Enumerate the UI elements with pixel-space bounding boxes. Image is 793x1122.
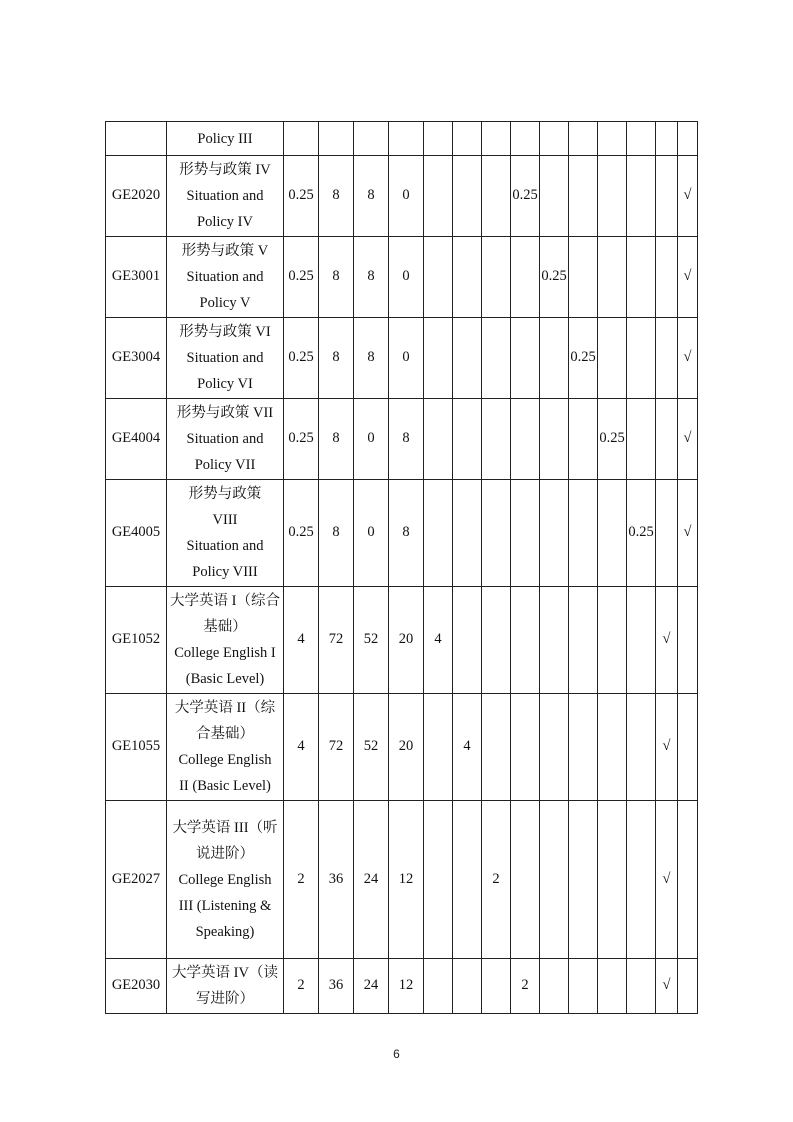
value-cell xyxy=(598,587,627,694)
course-name-line: (Basic Level) xyxy=(185,671,265,687)
value-cell: 0 xyxy=(389,237,424,318)
value-cell: √ xyxy=(678,237,698,318)
course-name-line: 大学英语 I（综合 xyxy=(170,593,280,609)
course-name-line: Policy VII xyxy=(194,457,256,473)
value-cell xyxy=(569,587,598,694)
value-cell xyxy=(627,156,656,237)
course-code-cell: GE2030 xyxy=(106,959,167,1014)
value-cell xyxy=(482,318,511,399)
value-cell xyxy=(678,801,698,959)
course-name-line: Policy III xyxy=(197,130,253,147)
value-cell xyxy=(540,587,569,694)
value-cell xyxy=(627,237,656,318)
table-row xyxy=(106,237,698,318)
value-cell: √ xyxy=(678,399,698,480)
value-cell xyxy=(598,156,627,237)
value-cell: 0.25 xyxy=(511,156,540,237)
value-cell xyxy=(656,399,678,480)
value-cell xyxy=(354,122,389,156)
value-cell xyxy=(656,237,678,318)
value-cell xyxy=(453,122,482,156)
value-cell xyxy=(678,694,698,801)
value-cell: 4 xyxy=(453,694,482,801)
course-name-line: 基础） xyxy=(203,619,247,635)
value-cell xyxy=(598,694,627,801)
value-cell: 2 xyxy=(284,959,319,1014)
value-cell xyxy=(453,801,482,959)
value-cell: 4 xyxy=(284,587,319,694)
value-cell xyxy=(540,156,569,237)
value-cell xyxy=(424,122,453,156)
value-cell: 20 xyxy=(389,587,424,694)
course-name-line: 说进阶） xyxy=(196,845,254,862)
course-name-line: Policy IV xyxy=(197,214,253,230)
value-cell xyxy=(482,122,511,156)
course-name-line: VIII xyxy=(212,512,238,528)
value-cell xyxy=(540,480,569,587)
value-cell xyxy=(453,318,482,399)
value-cell xyxy=(656,156,678,237)
value-cell: √ xyxy=(678,318,698,399)
course-name-cell xyxy=(167,122,284,156)
value-cell: 12 xyxy=(389,959,424,1014)
course-name-line: 写进阶） xyxy=(196,991,254,1007)
table-row xyxy=(106,587,698,694)
course-name-line: 合基础） xyxy=(196,726,254,742)
value-cell: 72 xyxy=(319,694,354,801)
value-cell xyxy=(453,480,482,587)
value-cell: 8 xyxy=(354,237,389,318)
value-cell xyxy=(598,237,627,318)
value-cell xyxy=(678,122,698,156)
value-cell: 20 xyxy=(389,694,424,801)
course-name-line: College English xyxy=(178,871,272,888)
course-code-cell: GE3001 xyxy=(106,237,167,318)
table-row xyxy=(106,694,698,801)
value-cell xyxy=(511,587,540,694)
value-cell: 8 xyxy=(319,480,354,587)
value-cell xyxy=(569,122,598,156)
value-cell xyxy=(627,694,656,801)
value-cell xyxy=(627,318,656,399)
value-cell: 2 xyxy=(511,959,540,1014)
value-cell xyxy=(482,587,511,694)
table-row xyxy=(106,801,698,959)
course-name-line: 形势与政策 VI xyxy=(179,324,271,340)
value-cell xyxy=(540,318,569,399)
course-name-cell xyxy=(167,694,284,801)
course-name-line: Situation and xyxy=(186,431,264,447)
page-number: 6 xyxy=(393,1047,400,1061)
value-cell: 0.25 xyxy=(627,480,656,587)
value-cell xyxy=(511,237,540,318)
value-cell: 24 xyxy=(354,959,389,1014)
value-cell xyxy=(540,122,569,156)
value-cell xyxy=(540,959,569,1014)
value-cell xyxy=(598,959,627,1014)
course-name-line: College English I xyxy=(174,645,276,661)
value-cell: √ xyxy=(678,480,698,587)
table-row xyxy=(106,318,698,399)
value-cell: 0.25 xyxy=(284,156,319,237)
value-cell: 36 xyxy=(319,959,354,1014)
value-cell: 0.25 xyxy=(284,318,319,399)
course-name-cell xyxy=(167,587,284,694)
value-cell xyxy=(424,480,453,587)
course-name-line: 形势与政策 V xyxy=(181,243,269,259)
value-cell xyxy=(424,237,453,318)
value-cell: 8 xyxy=(319,318,354,399)
value-cell: 2 xyxy=(284,801,319,959)
value-cell xyxy=(482,480,511,587)
value-cell xyxy=(569,959,598,1014)
table-row xyxy=(106,122,698,156)
course-name-cell xyxy=(167,399,284,480)
value-cell xyxy=(482,156,511,237)
course-name-line: Policy V xyxy=(199,295,251,311)
value-cell xyxy=(627,801,656,959)
value-cell: 0.25 xyxy=(284,237,319,318)
value-cell xyxy=(482,959,511,1014)
value-cell xyxy=(511,399,540,480)
value-cell: 0 xyxy=(389,156,424,237)
course-code-cell: GE4005 xyxy=(106,480,167,587)
value-cell: 72 xyxy=(319,587,354,694)
value-cell: 8 xyxy=(389,480,424,587)
course-name-line: III (Listening & xyxy=(178,897,272,914)
value-cell xyxy=(569,694,598,801)
value-cell xyxy=(482,694,511,801)
value-cell xyxy=(424,318,453,399)
value-cell xyxy=(678,959,698,1014)
course-name-line: Policy VI xyxy=(197,376,253,392)
value-cell: 0.25 xyxy=(569,318,598,399)
course-name-cell xyxy=(167,480,284,587)
course-name-line: Policy VIII xyxy=(192,564,258,580)
course-code-cell: GE3004 xyxy=(106,318,167,399)
value-cell xyxy=(482,237,511,318)
value-cell xyxy=(453,587,482,694)
value-cell xyxy=(569,237,598,318)
value-cell xyxy=(319,122,354,156)
value-cell: 8 xyxy=(319,156,354,237)
value-cell xyxy=(540,399,569,480)
value-cell xyxy=(598,480,627,587)
course-table xyxy=(105,121,698,1014)
value-cell: 4 xyxy=(424,587,453,694)
value-cell xyxy=(627,122,656,156)
value-cell xyxy=(511,318,540,399)
course-code-cell xyxy=(106,122,167,156)
value-cell: 0.25 xyxy=(284,480,319,587)
value-cell: √ xyxy=(656,801,678,959)
value-cell xyxy=(540,694,569,801)
value-cell: 24 xyxy=(354,801,389,959)
value-cell: 0 xyxy=(389,318,424,399)
value-cell xyxy=(389,122,424,156)
value-cell xyxy=(627,399,656,480)
value-cell: 0 xyxy=(354,399,389,480)
value-cell xyxy=(511,480,540,587)
value-cell: 0.25 xyxy=(598,399,627,480)
course-name-line: Situation and xyxy=(186,350,264,366)
value-cell xyxy=(598,801,627,959)
value-cell: 4 xyxy=(284,694,319,801)
course-name-line: 大学英语 III（听 xyxy=(172,819,278,836)
course-name-line: Situation and xyxy=(186,538,264,554)
value-cell xyxy=(424,156,453,237)
value-cell xyxy=(453,959,482,1014)
course-name-cell xyxy=(167,156,284,237)
table-row xyxy=(106,399,698,480)
value-cell: 8 xyxy=(319,237,354,318)
course-code-cell: GE2027 xyxy=(106,801,167,959)
value-cell xyxy=(678,587,698,694)
value-cell: √ xyxy=(656,587,678,694)
value-cell: 0.25 xyxy=(540,237,569,318)
value-cell: √ xyxy=(656,694,678,801)
course-name-line: Situation and xyxy=(186,269,264,285)
course-name-cell xyxy=(167,318,284,399)
value-cell: 8 xyxy=(354,318,389,399)
value-cell xyxy=(627,959,656,1014)
course-name-line: Situation and xyxy=(186,188,264,204)
value-cell: 2 xyxy=(482,801,511,959)
course-name-line: 形势与政策 xyxy=(188,486,262,502)
value-cell xyxy=(569,156,598,237)
course-name-line: 形势与政策 IV xyxy=(179,162,271,178)
value-cell xyxy=(656,318,678,399)
value-cell: 8 xyxy=(389,399,424,480)
value-cell: 36 xyxy=(319,801,354,959)
value-cell xyxy=(511,694,540,801)
value-cell xyxy=(511,801,540,959)
value-cell xyxy=(424,399,453,480)
value-cell xyxy=(453,156,482,237)
course-table-body xyxy=(106,122,698,1014)
value-cell xyxy=(284,122,319,156)
value-cell xyxy=(482,399,511,480)
course-code-cell: GE4004 xyxy=(106,399,167,480)
value-cell xyxy=(569,399,598,480)
course-name-line: 形势与政策 VII xyxy=(176,405,274,421)
course-code-cell: GE2020 xyxy=(106,156,167,237)
value-cell: 8 xyxy=(354,156,389,237)
table-row xyxy=(106,156,698,237)
value-cell xyxy=(453,237,482,318)
course-name-line: II (Basic Level) xyxy=(179,778,271,794)
value-cell: 52 xyxy=(354,694,389,801)
course-name-cell xyxy=(167,237,284,318)
value-cell xyxy=(656,122,678,156)
course-name-line: 大学英语 IV（读 xyxy=(172,965,278,981)
course-code-cell: GE1052 xyxy=(106,587,167,694)
value-cell xyxy=(598,318,627,399)
table-row xyxy=(106,959,698,1014)
value-cell: √ xyxy=(656,959,678,1014)
value-cell: √ xyxy=(678,156,698,237)
value-cell: 0 xyxy=(354,480,389,587)
value-cell: 0.25 xyxy=(284,399,319,480)
value-cell xyxy=(424,801,453,959)
value-cell: 12 xyxy=(389,801,424,959)
course-name-line: Speaking) xyxy=(195,923,255,940)
value-cell: 52 xyxy=(354,587,389,694)
table-row xyxy=(106,480,698,587)
value-cell: 8 xyxy=(319,399,354,480)
course-name-line: 大学英语 II（综 xyxy=(174,700,276,716)
course-name-cell xyxy=(167,801,284,959)
value-cell xyxy=(453,399,482,480)
course-name-line: College English xyxy=(178,752,272,768)
value-cell xyxy=(627,587,656,694)
course-name-cell xyxy=(167,959,284,1014)
value-cell xyxy=(511,122,540,156)
value-cell xyxy=(540,801,569,959)
value-cell xyxy=(424,959,453,1014)
value-cell xyxy=(569,480,598,587)
course-code-cell: GE1055 xyxy=(106,694,167,801)
value-cell xyxy=(569,801,598,959)
value-cell xyxy=(598,122,627,156)
value-cell xyxy=(656,480,678,587)
value-cell xyxy=(424,694,453,801)
